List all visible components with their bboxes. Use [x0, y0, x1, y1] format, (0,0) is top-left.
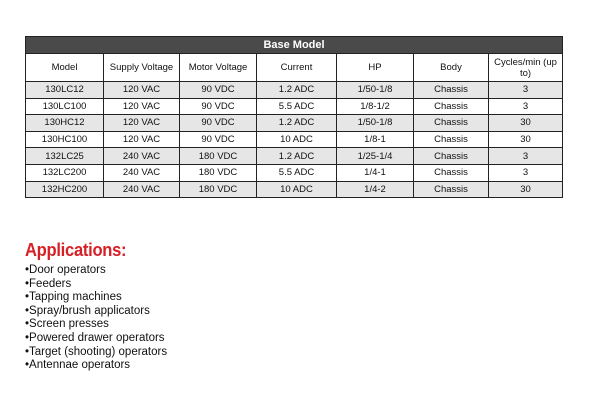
cell-supply-voltage: 240 VAC [104, 164, 180, 181]
application-item: • Target (shooting) operators [25, 346, 167, 360]
cell-model: 132LC25 [26, 148, 104, 165]
cell-body: Chassis [414, 115, 489, 132]
table-row [26, 164, 563, 181]
cell-model: 130LC100 [26, 98, 104, 115]
cell-model: 130HC12 [26, 115, 104, 132]
cell-supply-voltage: 120 VAC [104, 131, 180, 148]
cell-hp: 1/4-1 [337, 164, 414, 181]
cell-cycles: 3 [489, 164, 563, 181]
cell-current: 1.2 ADC [257, 82, 337, 99]
cell-model: 132LC200 [26, 164, 104, 181]
cell-hp: 1/8-1/2 [337, 98, 414, 115]
table-row [26, 115, 563, 132]
application-item: • Tapping machines [25, 291, 167, 305]
header-row [26, 54, 563, 82]
col-header-body: Body [414, 54, 489, 82]
cell-current: 10 ADC [257, 131, 337, 148]
cell-motor-voltage: 90 VDC [180, 82, 257, 99]
table-row [26, 98, 563, 115]
cell-hp: 1/25-1/4 [337, 148, 414, 165]
applications-section [25, 240, 167, 373]
cell-supply-voltage: 120 VAC [104, 115, 180, 132]
cell-model: 130HC100 [26, 131, 104, 148]
cell-hp: 1/8-1 [337, 131, 414, 148]
cell-current: 1.2 ADC [257, 148, 337, 165]
col-header-motor-voltage: Motor Voltage [180, 54, 257, 82]
cell-hp: 1/50-1/8 [337, 82, 414, 99]
cell-cycles: 30 [489, 115, 563, 132]
col-header-current: Current [257, 54, 337, 82]
cell-current: 1.2 ADC [257, 115, 337, 132]
cell-motor-voltage: 90 VDC [180, 115, 257, 132]
base-model-table-container [25, 36, 562, 198]
cell-cycles: 30 [489, 131, 563, 148]
application-item: • Antennae operators [25, 359, 167, 373]
cell-hp: 1/50-1/8 [337, 115, 414, 132]
cell-body: Chassis [414, 164, 489, 181]
col-header-cycles: Cycles/min (up to) [489, 54, 563, 82]
base-model-table [25, 36, 563, 198]
table-row [26, 82, 563, 99]
cell-motor-voltage: 180 VDC [180, 164, 257, 181]
cell-motor-voltage: 180 VDC [180, 181, 257, 198]
col-header-hp: HP [337, 54, 414, 82]
cell-body: Chassis [414, 82, 489, 99]
cell-motor-voltage: 90 VDC [180, 98, 257, 115]
cell-current: 5.5 ADC [257, 164, 337, 181]
table-row [26, 148, 563, 165]
col-header-supply-voltage: Supply Voltage [104, 54, 180, 82]
cell-current: 10 ADC [257, 181, 337, 198]
cell-hp: 1/4-2 [337, 181, 414, 198]
cell-model: 132HC200 [26, 181, 104, 198]
table-body [26, 82, 563, 198]
application-item: • Door operators [25, 264, 167, 278]
cell-body: Chassis [414, 131, 489, 148]
cell-supply-voltage: 240 VAC [104, 148, 180, 165]
applications-title: Applications: [25, 240, 127, 260]
cell-current: 5.5 ADC [257, 98, 337, 115]
cell-body: Chassis [414, 148, 489, 165]
cell-model: 130LC12 [26, 82, 104, 99]
cell-supply-voltage: 120 VAC [104, 82, 180, 99]
cell-supply-voltage: 240 VAC [104, 181, 180, 198]
table-caption: Base Model [26, 37, 563, 54]
cell-cycles: 30 [489, 181, 563, 198]
application-item: • Feeders [25, 278, 167, 292]
applications-list [25, 264, 167, 373]
cell-supply-voltage: 120 VAC [104, 98, 180, 115]
cell-motor-voltage: 180 VDC [180, 148, 257, 165]
application-item: • Screen presses [25, 318, 167, 332]
col-header-model: Model [26, 54, 104, 82]
cell-cycles: 3 [489, 82, 563, 99]
cell-cycles: 3 [489, 148, 563, 165]
cell-body: Chassis [414, 181, 489, 198]
cell-motor-voltage: 90 VDC [180, 131, 257, 148]
application-item: • Spray/brush applicators [25, 305, 167, 319]
table-row [26, 181, 563, 198]
table-row [26, 131, 563, 148]
cell-cycles: 3 [489, 98, 563, 115]
application-item: • Powered drawer operators [25, 332, 167, 346]
cell-body: Chassis [414, 98, 489, 115]
